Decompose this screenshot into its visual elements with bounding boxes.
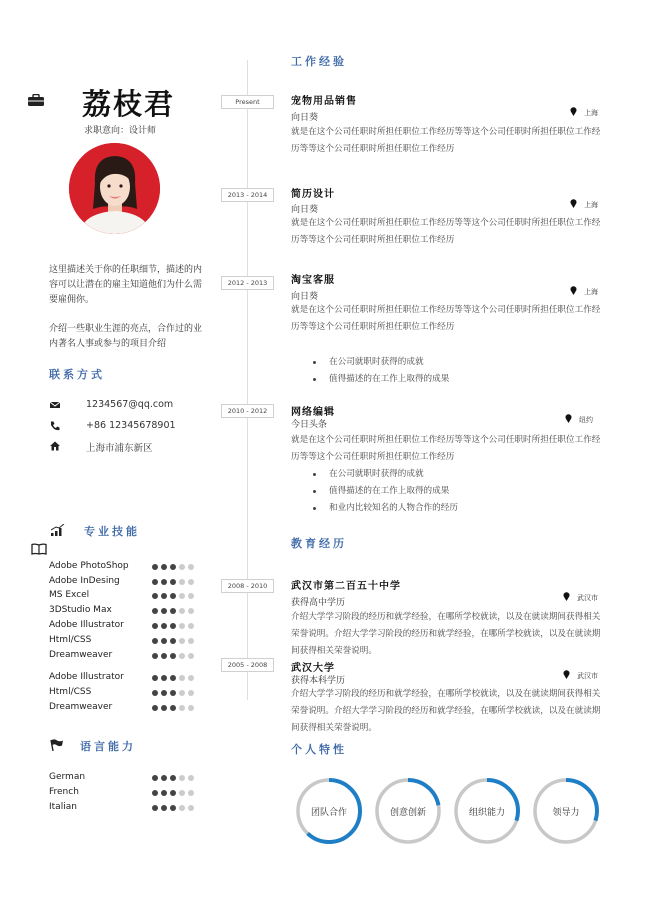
skill-name: Adobe Illustrator <box>49 672 124 682</box>
contact-email[interactable]: 1234567@qq.com <box>86 399 174 410</box>
level-dot <box>179 805 185 811</box>
level-dot <box>152 805 158 811</box>
level-dot <box>152 564 158 570</box>
job-description: 就是在这个公司任职时所担任职位工作经历等等这个公司任职时所担任职位工作经历等等这个公司任职时所担任职位工作经历 <box>291 305 601 332</box>
intro-paragraph-2: 介绍一些职业生涯的亮点，合作过的业内著名人事或参与的项目介绍 <box>49 324 203 349</box>
location-pin-icon <box>570 286 577 295</box>
list-item: 在公司就职时获得的成就 <box>313 466 458 483</box>
list-item: 值得描述的在工作上取得的成果 <box>313 371 449 388</box>
level-dot <box>170 564 176 570</box>
job-company: 向日葵 <box>291 292 319 302</box>
school-location <box>563 592 598 603</box>
job-achievements <box>313 354 449 388</box>
school-name: 武汉市第二百五十中学 <box>291 581 401 592</box>
timeline-label: Present <box>221 95 274 109</box>
trait-ring <box>295 777 363 845</box>
job-location-text: 纽约 <box>579 416 593 424</box>
trait-label: 创意创新 <box>389 808 426 818</box>
level-dot <box>161 805 167 811</box>
skill-row <box>49 620 199 634</box>
skill-name: Html/CSS <box>49 687 92 697</box>
level-dot <box>161 775 167 781</box>
degree: 获得本科学历 <box>291 676 346 686</box>
timeline-line <box>247 60 248 700</box>
skill-name: German <box>49 772 86 782</box>
skill-level-dots <box>152 579 194 585</box>
skill-row <box>49 702 199 716</box>
traits-section-title: 个人特性 <box>291 743 347 756</box>
level-dot <box>170 593 176 599</box>
level-dot <box>179 675 185 681</box>
contact-address: 上海市浦东新区 <box>86 443 153 454</box>
level-dot <box>152 593 158 599</box>
skill-level-dots <box>152 623 194 629</box>
trait-label: 领导力 <box>552 808 580 818</box>
skill-level-dots <box>152 564 194 570</box>
level-dot <box>188 623 194 629</box>
candidate-name: 荔枝君 <box>82 87 176 121</box>
job-title: 淘宝客服 <box>291 275 335 286</box>
skill-row <box>49 590 199 604</box>
level-dot <box>170 775 176 781</box>
level-dot <box>179 705 185 711</box>
level-dot <box>152 653 158 659</box>
skill-level-dots <box>152 675 194 681</box>
level-dot <box>152 675 158 681</box>
job-title: 宠物用品销售 <box>291 96 357 107</box>
job-intent: 求职意向：设计师 <box>84 126 157 136</box>
level-dot <box>179 690 185 696</box>
list-item: 在公司就职时获得的成就 <box>313 354 449 371</box>
phone-icon <box>49 420 61 432</box>
location-pin-icon <box>563 670 570 679</box>
level-dot <box>188 690 194 696</box>
skill-row <box>49 672 199 686</box>
level-dot <box>170 690 176 696</box>
degree: 获得高中学历 <box>291 598 346 608</box>
skill-name: Adobe Illustrator <box>49 620 124 630</box>
skill-row <box>49 687 199 701</box>
skill-level-dots <box>152 608 194 614</box>
job-company: 向日葵 <box>291 113 319 123</box>
job-location <box>570 199 598 210</box>
level-dot <box>188 805 194 811</box>
skill-row <box>49 576 199 590</box>
level-dot <box>188 790 194 796</box>
skill-name: Dreamweaver <box>49 650 113 660</box>
mail-icon <box>49 399 61 411</box>
level-dot <box>161 623 167 629</box>
school-name: 武汉大学 <box>291 663 335 674</box>
job-title: 简历设计 <box>291 189 335 200</box>
level-dot <box>161 690 167 696</box>
job-location-text: 上海 <box>584 288 598 296</box>
skill-name: French <box>49 787 79 797</box>
level-dot <box>170 653 176 659</box>
level-dot <box>188 564 194 570</box>
level-dot <box>170 608 176 614</box>
skill-row <box>49 772 199 786</box>
level-dot <box>179 579 185 585</box>
skill-name: Adobe InDesing <box>49 576 120 586</box>
skill-level-dots <box>152 790 194 796</box>
level-dot <box>161 790 167 796</box>
location-pin-icon <box>565 414 572 423</box>
skill-level-dots <box>152 690 194 696</box>
skill-row <box>49 561 199 575</box>
level-dot <box>152 690 158 696</box>
skill-level-dots <box>152 653 194 659</box>
languages-section-title: 语言能力 <box>80 740 136 753</box>
school-location-text: 武汉市 <box>577 672 598 680</box>
job-company: 今日头条 <box>291 420 328 430</box>
level-dot <box>161 608 167 614</box>
skill-name: Adobe PhotoShop <box>49 561 129 571</box>
school-location-text: 武汉市 <box>577 594 598 602</box>
level-dot <box>179 638 185 644</box>
level-dot <box>188 608 194 614</box>
school-location <box>563 670 598 681</box>
contact-phone[interactable]: +86 12345678901 <box>86 420 176 431</box>
level-dot <box>161 593 167 599</box>
trait-ring <box>532 777 600 845</box>
job-achievements <box>313 466 458 517</box>
level-dot <box>170 579 176 585</box>
skill-name: MS Excel <box>49 590 90 600</box>
skill-row <box>49 605 199 619</box>
trait-ring <box>374 777 442 845</box>
level-dot <box>152 775 158 781</box>
skill-name: 3DStudio Max <box>49 605 112 615</box>
level-dot <box>188 593 194 599</box>
level-dot <box>170 638 176 644</box>
trait-label: 团队合作 <box>310 808 347 818</box>
level-dot <box>179 790 185 796</box>
job-location <box>570 107 598 118</box>
job-location-text: 上海 <box>584 201 598 209</box>
level-dot <box>161 675 167 681</box>
timeline-label: 2013 - 2014 <box>221 188 274 202</box>
timeline-label: 2010 - 2012 <box>221 404 274 418</box>
job-location <box>565 414 593 425</box>
job-company: 向日葵 <box>291 205 319 215</box>
trait-label: 组织能力 <box>468 808 505 818</box>
location-pin-icon <box>570 107 577 116</box>
list-item: 值得描述的在工作上取得的成果 <box>313 483 458 500</box>
timeline-label: 2012 - 2013 <box>221 276 274 290</box>
level-dot <box>179 564 185 570</box>
level-dot <box>188 705 194 711</box>
level-dot <box>170 623 176 629</box>
level-dot <box>161 564 167 570</box>
level-dot <box>161 653 167 659</box>
skill-name: Html/CSS <box>49 635 92 645</box>
level-dot <box>170 675 176 681</box>
job-location <box>570 286 598 297</box>
level-dot <box>152 579 158 585</box>
level-dot <box>188 638 194 644</box>
skills-section-title: 专业技能 <box>84 525 140 538</box>
level-dot <box>170 805 176 811</box>
flag-icon <box>50 739 64 751</box>
skill-level-dots <box>152 593 194 599</box>
level-dot <box>179 593 185 599</box>
level-dot <box>152 790 158 796</box>
profile-photo <box>69 143 160 234</box>
level-dot <box>179 608 185 614</box>
job-description: 就是在这个公司任职时所担任职位工作经历等等这个公司任职时所担任职位工作经历等等这个公司任职时所担任职位工作经历 <box>291 435 601 462</box>
level-dot <box>188 775 194 781</box>
education-section-title: 教育经历 <box>291 537 347 550</box>
location-pin-icon <box>563 592 570 601</box>
level-dot <box>161 638 167 644</box>
level-dot <box>152 608 158 614</box>
skill-row <box>49 650 199 664</box>
level-dot <box>188 675 194 681</box>
level-dot <box>170 705 176 711</box>
location-pin-icon <box>570 199 577 208</box>
skill-name: Italian <box>49 802 77 812</box>
timeline-label: 2008 - 2010 <box>221 579 274 593</box>
level-dot <box>179 775 185 781</box>
skill-level-dots <box>152 705 194 711</box>
skill-level-dots <box>152 805 194 811</box>
contact-section-title: 联系方式 <box>49 368 105 381</box>
education-description: 介绍大学学习阶段的经历和就学经验，在哪所学校就读，以及在就读期间获得相关荣誉说明。介绍大学学习阶段的经历和就学经验，在哪所学校就读，以及在就读期间获得相关荣誉说明。 <box>291 612 601 656</box>
home-icon <box>49 440 61 452</box>
skill-level-dots <box>152 775 194 781</box>
skill-row <box>49 802 199 816</box>
job-description: 就是在这个公司任职时所担任职位工作经历等等这个公司任职时所担任职位工作经历等等这个公司任职时所担任职位工作经历 <box>291 218 601 245</box>
book-icon <box>31 543 47 555</box>
briefcase-icon <box>28 94 44 106</box>
trait-ring <box>453 777 521 845</box>
level-dot <box>188 579 194 585</box>
level-dot <box>161 579 167 585</box>
skill-row <box>49 787 199 801</box>
education-description: 介绍大学学习阶段的经历和就学经验，在哪所学校就读，以及在就读期间获得相关荣誉说明。介绍大学学习阶段的经历和就学经验，在哪所学校就读，以及在就读期间获得相关荣誉说明。 <box>291 689 601 733</box>
list-item: 和业内比较知名的人物合作的经历 <box>313 500 458 517</box>
job-description: 就是在这个公司任职时所担任职位工作经历等等这个公司任职时所担任职位工作经历等等这个公司任职时所担任职位工作经历 <box>291 127 601 154</box>
bar-chart-icon <box>51 524 65 536</box>
level-dot <box>152 623 158 629</box>
level-dot <box>179 653 185 659</box>
level-dot <box>161 705 167 711</box>
level-dot <box>179 623 185 629</box>
job-location-text: 上海 <box>584 109 598 117</box>
level-dot <box>170 790 176 796</box>
experience-section-title: 工作经验 <box>291 55 347 68</box>
skill-row <box>49 635 199 649</box>
level-dot <box>152 638 158 644</box>
intro-paragraph-1: 这里描述关于你的任职细节，描述的内容可以让潜在的雇主知道他们为什么需要雇佣你。 <box>49 265 203 305</box>
skill-name: Dreamweaver <box>49 702 113 712</box>
level-dot <box>188 653 194 659</box>
skill-level-dots <box>152 638 194 644</box>
job-title: 网络编辑 <box>291 407 335 418</box>
level-dot <box>152 705 158 711</box>
timeline-label: 2005 - 2008 <box>221 658 274 672</box>
